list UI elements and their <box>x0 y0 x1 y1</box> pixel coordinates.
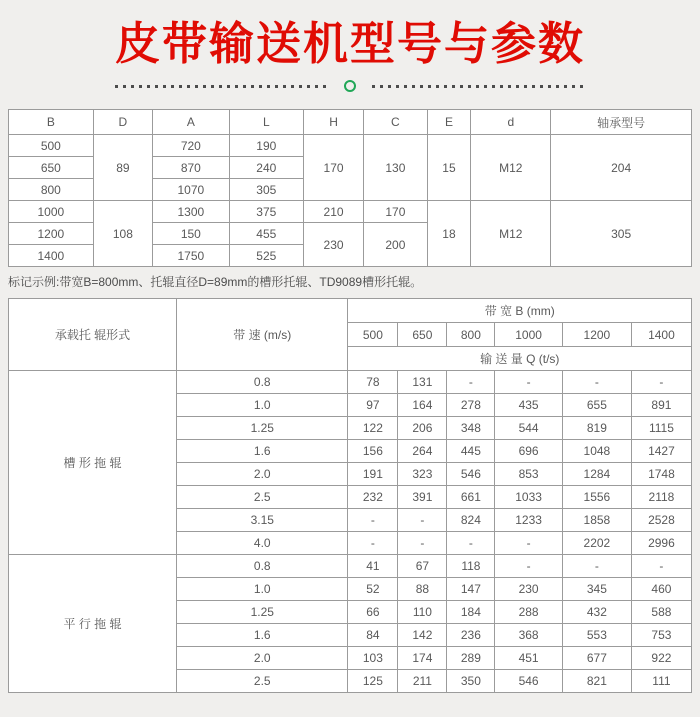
capacity-value-cell: 78 <box>348 371 398 394</box>
capacity-value-cell: 84 <box>348 624 398 647</box>
capacity-value-cell: 184 <box>447 601 495 624</box>
capacity-value-cell: 2996 <box>631 532 691 555</box>
dimensions-table-header <box>9 110 692 135</box>
dimensions-data-cell: 650 <box>9 157 94 179</box>
dimensions-data-cell: 455 <box>229 223 303 245</box>
capacity-table <box>8 298 692 693</box>
capacity-value-cell: 753 <box>631 624 691 647</box>
capacity-value-cell: 891 <box>631 394 691 417</box>
dimensions-table <box>8 109 692 267</box>
capacity-value-cell: 1284 <box>562 463 631 486</box>
capacity-value-cell: 131 <box>398 371 447 394</box>
capacity-value-cell: 1115 <box>631 417 691 440</box>
capacity-value-cell: 1048 <box>562 440 631 463</box>
capacity-value-cell: 288 <box>495 601 563 624</box>
capacity-value-cell: 661 <box>447 486 495 509</box>
dimensions-data-cell: 870 <box>153 157 229 179</box>
dimensions-data-cell: 150 <box>153 223 229 245</box>
dimensions-data-cell: 1070 <box>153 179 229 201</box>
capacity-value-cell: - <box>495 555 563 578</box>
capacity-value-cell: 1427 <box>631 440 691 463</box>
dashed-line-left <box>115 85 328 88</box>
dashed-line-right <box>372 85 585 88</box>
dimensions-header-cell: D <box>93 110 152 135</box>
capacity-value-cell: 588 <box>631 601 691 624</box>
capacity-value-cell: 391 <box>398 486 447 509</box>
dimensions-data-cell: 15 <box>427 135 471 201</box>
belt-width-value-cell: 650 <box>398 323 447 347</box>
capacity-value-cell: 546 <box>447 463 495 486</box>
dimensions-data-cell: 1750 <box>153 245 229 267</box>
dimensions-data-cell: 108 <box>93 201 152 267</box>
belt-width-value-cell: 1000 <box>495 323 563 347</box>
capacity-value-cell: - <box>447 532 495 555</box>
capacity-value-cell: 278 <box>447 394 495 417</box>
dimensions-header-cell: B <box>9 110 94 135</box>
dimensions-header-cell: L <box>229 110 303 135</box>
dimensions-data-cell: 170 <box>304 135 364 201</box>
dimensions-data-cell: 204 <box>551 135 692 201</box>
capacity-value-cell: 97 <box>348 394 398 417</box>
capacity-table-header <box>9 299 692 371</box>
capacity-value-cell: 655 <box>562 394 631 417</box>
capacity-value-cell: 922 <box>631 647 691 670</box>
page <box>0 14 700 717</box>
capacity-value-cell: 435 <box>495 394 563 417</box>
capacity-data-row <box>9 555 692 578</box>
dimensions-data-cell: 190 <box>229 135 303 157</box>
capacity-value-cell: 1233 <box>495 509 563 532</box>
belt-speed-cell: 1.0 <box>177 578 348 601</box>
belt-speed-header: 带 速 (m/s) <box>177 299 348 371</box>
capacity-value-cell: 368 <box>495 624 563 647</box>
dimensions-data-cell: 1000 <box>9 201 94 223</box>
belt-width-header: 带 宽 B (mm) <box>348 299 692 323</box>
capacity-value-cell: 264 <box>398 440 447 463</box>
dimensions-header-cell: A <box>153 110 229 135</box>
capacity-table-body <box>9 371 692 693</box>
capacity-value-cell: - <box>348 532 398 555</box>
capacity-value-cell: 1556 <box>562 486 631 509</box>
capacity-value-cell: 348 <box>447 417 495 440</box>
dimensions-data-cell: 1200 <box>9 223 94 245</box>
capacity-value-cell: - <box>562 555 631 578</box>
belt-speed-cell: 0.8 <box>177 555 348 578</box>
capacity-value-cell: 206 <box>398 417 447 440</box>
capacity-value-cell: - <box>398 509 447 532</box>
dimensions-data-cell: 500 <box>9 135 94 157</box>
capacity-value-cell: 174 <box>398 647 447 670</box>
capacity-value-cell: 2118 <box>631 486 691 509</box>
marking-example-note: 标记示例:带宽B=800mm、托辊直径D=89mm的槽形托辊、TD9089槽形托辊。 <box>8 275 423 289</box>
page-title: 皮带输送机型号与参数 <box>114 18 585 69</box>
capacity-value-cell: 451 <box>495 647 563 670</box>
belt-speed-cell: 4.0 <box>177 532 348 555</box>
capacity-value-cell: - <box>495 371 563 394</box>
capacity-value-cell: 350 <box>447 670 495 693</box>
capacity-value-cell: 819 <box>562 417 631 440</box>
capacity-value-cell: - <box>447 371 495 394</box>
dimensions-data-cell: 720 <box>153 135 229 157</box>
capacity-value-cell: 52 <box>348 578 398 601</box>
belt-width-value-cell: 1200 <box>562 323 631 347</box>
capacity-unit-header: 输 送 量 Q (t/s) <box>348 347 692 371</box>
dimensions-data-cell: 18 <box>427 201 471 267</box>
belt-speed-cell: 1.25 <box>177 601 348 624</box>
dimensions-data-cell: 525 <box>229 245 303 267</box>
dimensions-data-cell: 305 <box>551 201 692 267</box>
dimensions-data-cell: 240 <box>229 157 303 179</box>
capacity-header-row-1 <box>9 299 692 323</box>
belt-speed-cell: 1.0 <box>177 394 348 417</box>
roller-type-label: 槽 形 拖 辊 <box>9 371 177 555</box>
dimensions-data-row <box>9 135 692 157</box>
capacity-value-cell: 546 <box>495 670 563 693</box>
capacity-value-cell: - <box>631 371 691 394</box>
belt-speed-cell: 1.6 <box>177 440 348 463</box>
roller-type-header: 承载托 辊形式 <box>9 299 177 371</box>
dimensions-data-cell: 170 <box>364 201 428 223</box>
capacity-value-cell: 696 <box>495 440 563 463</box>
dimensions-data-cell: 130 <box>364 135 428 201</box>
capacity-value-cell: 41 <box>348 555 398 578</box>
dimensions-data-cell: 375 <box>229 201 303 223</box>
dimensions-data-cell: 210 <box>304 201 364 223</box>
capacity-value-cell: - <box>562 371 631 394</box>
capacity-value-cell: 824 <box>447 509 495 532</box>
capacity-value-cell: 1858 <box>562 509 631 532</box>
capacity-value-cell: 88 <box>398 578 447 601</box>
capacity-value-cell: - <box>398 532 447 555</box>
capacity-value-cell: - <box>348 509 398 532</box>
belt-width-value-cell: 500 <box>348 323 398 347</box>
capacity-value-cell: 2528 <box>631 509 691 532</box>
belt-speed-cell: 1.6 <box>177 624 348 647</box>
capacity-value-cell: 236 <box>447 624 495 647</box>
dimensions-data-cell: M12 <box>471 135 551 201</box>
belt-width-value-cell: 1400 <box>631 323 691 347</box>
dimensions-data-cell: 89 <box>93 135 152 201</box>
dimensions-header-cell: 轴承型号 <box>551 110 692 135</box>
capacity-value-cell: 460 <box>631 578 691 601</box>
capacity-value-cell: 103 <box>348 647 398 670</box>
capacity-data-row <box>9 371 692 394</box>
roller-type-label: 平 行 拖 辊 <box>9 555 177 693</box>
capacity-value-cell: 211 <box>398 670 447 693</box>
capacity-value-cell: 553 <box>562 624 631 647</box>
belt-speed-cell: 2.0 <box>177 463 348 486</box>
capacity-value-cell: 147 <box>447 578 495 601</box>
capacity-value-cell: 323 <box>398 463 447 486</box>
dimensions-data-row <box>9 201 692 223</box>
belt-speed-cell: 2.5 <box>177 670 348 693</box>
capacity-value-cell: 125 <box>348 670 398 693</box>
capacity-value-cell: 445 <box>447 440 495 463</box>
belt-speed-cell: 2.0 <box>177 647 348 670</box>
belt-speed-cell: 1.25 <box>177 417 348 440</box>
capacity-value-cell: 118 <box>447 555 495 578</box>
capacity-value-cell: 156 <box>348 440 398 463</box>
dimensions-table-body <box>9 135 692 267</box>
capacity-value-cell: 544 <box>495 417 563 440</box>
dimensions-data-cell: 1400 <box>9 245 94 267</box>
capacity-value-cell: 821 <box>562 670 631 693</box>
capacity-value-cell: 677 <box>562 647 631 670</box>
dimensions-header-cell: C <box>364 110 428 135</box>
dimensions-header-cell: E <box>427 110 471 135</box>
dimensions-header-cell: d <box>471 110 551 135</box>
capacity-value-cell: - <box>631 555 691 578</box>
dimensions-data-cell: 305 <box>229 179 303 201</box>
capacity-value-cell: 191 <box>348 463 398 486</box>
dimensions-data-cell: 1300 <box>153 201 229 223</box>
capacity-value-cell: 232 <box>348 486 398 509</box>
capacity-value-cell: 111 <box>631 670 691 693</box>
title-separator <box>0 80 700 92</box>
dimensions-data-cell: 230 <box>304 223 364 267</box>
capacity-value-cell: 67 <box>398 555 447 578</box>
capacity-value-cell: 1748 <box>631 463 691 486</box>
belt-speed-cell: 2.5 <box>177 486 348 509</box>
dimensions-data-cell: 200 <box>364 223 428 267</box>
capacity-value-cell: 289 <box>447 647 495 670</box>
capacity-value-cell: 345 <box>562 578 631 601</box>
dimensions-header-cell: H <box>304 110 364 135</box>
capacity-value-cell: 432 <box>562 601 631 624</box>
capacity-value-cell: 2202 <box>562 532 631 555</box>
capacity-value-cell: 1033 <box>495 486 563 509</box>
capacity-value-cell: 110 <box>398 601 447 624</box>
belt-speed-cell: 3.15 <box>177 509 348 532</box>
belt-speed-cell: 0.8 <box>177 371 348 394</box>
green-circle-icon <box>344 80 356 92</box>
capacity-value-cell: 142 <box>398 624 447 647</box>
belt-width-value-cell: 800 <box>447 323 495 347</box>
dimensions-data-cell: 800 <box>9 179 94 201</box>
dimensions-header-row <box>9 110 692 135</box>
capacity-value-cell: 230 <box>495 578 563 601</box>
capacity-value-cell: 122 <box>348 417 398 440</box>
capacity-value-cell: - <box>495 532 563 555</box>
dimensions-data-cell: M12 <box>471 201 551 267</box>
capacity-value-cell: 164 <box>398 394 447 417</box>
capacity-value-cell: 66 <box>348 601 398 624</box>
capacity-value-cell: 853 <box>495 463 563 486</box>
